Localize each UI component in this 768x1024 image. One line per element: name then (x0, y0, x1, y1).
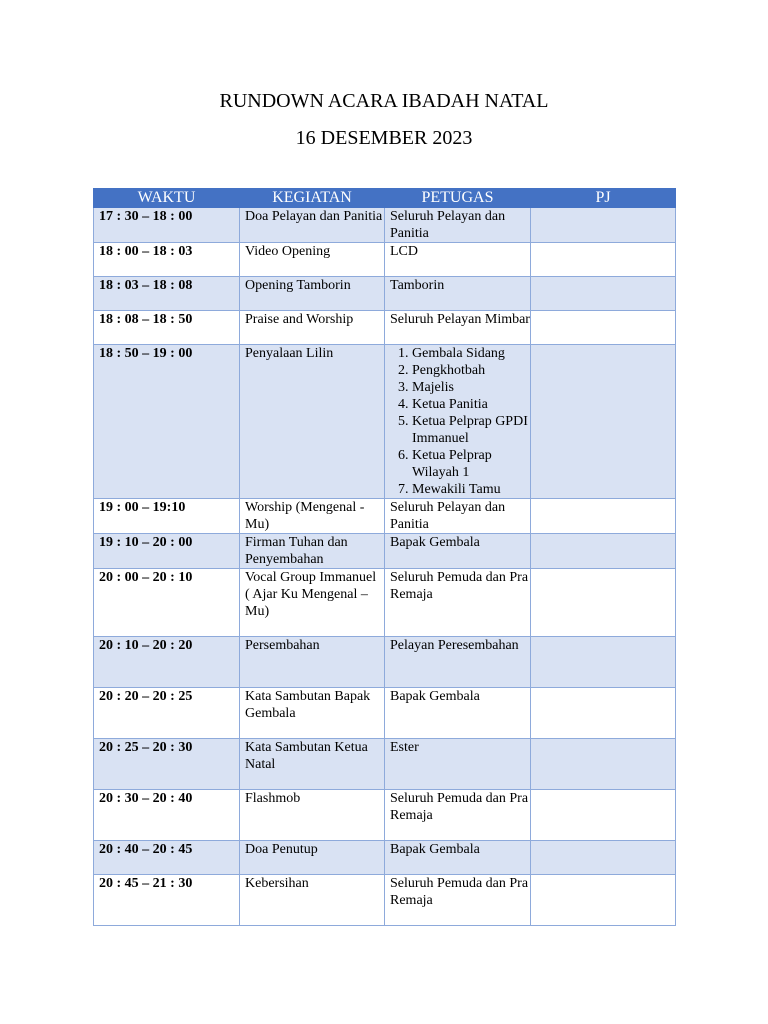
petugas-list (390, 345, 530, 498)
cell-waktu: 18 : 00 – 18 : 03 (94, 243, 240, 277)
cell-kegiatan: Penyalaan Lilin (240, 345, 385, 499)
cell-waktu: 20 : 00 – 20 : 10 (94, 569, 240, 637)
cell-petugas: Bapak Gembala (385, 841, 531, 875)
header-waktu: WAKTU (94, 189, 240, 208)
table-header-row (94, 189, 676, 208)
table-row (94, 688, 676, 739)
table-row (94, 841, 676, 875)
cell-pj (531, 243, 676, 277)
cell-kegiatan: Kata Sambutan Bapak Gembala (240, 688, 385, 739)
list-item: 5. Ketua Pelprap GPDI Immanuel (412, 413, 530, 447)
cell-kegiatan: Firman Tuhan dan Penyembahan (240, 534, 385, 569)
table-row (94, 208, 676, 243)
cell-pj (531, 875, 676, 926)
cell-petugas: Seluruh Pemuda dan Pra Remaja (385, 875, 531, 926)
cell-petugas: Pelayan Peresembahan (385, 637, 531, 688)
table-row (94, 311, 676, 345)
cell-waktu: 20 : 10 – 20 : 20 (94, 637, 240, 688)
table-row (94, 345, 676, 499)
header-kegiatan: KEGIATAN (240, 189, 385, 208)
cell-kegiatan: Kebersihan (240, 875, 385, 926)
cell-waktu: 17 : 30 – 18 : 00 (94, 208, 240, 243)
cell-waktu: 18 : 08 – 18 : 50 (94, 311, 240, 345)
cell-petugas: Seluruh Pelayan dan Panitia (385, 208, 531, 243)
cell-pj (531, 841, 676, 875)
cell-petugas: Seluruh Pelayan Mimbar (385, 311, 531, 345)
cell-kegiatan: Doa Pelayan dan Panitia (240, 208, 385, 243)
rundown-table (93, 188, 676, 926)
list-item: 7. Mewakili Tamu (412, 481, 530, 498)
cell-pj (531, 345, 676, 499)
cell-waktu: 20 : 45 – 21 : 30 (94, 875, 240, 926)
cell-kegiatan: Worship (Mengenal -Mu) (240, 499, 385, 534)
cell-waktu: 18 : 50 – 19 : 00 (94, 345, 240, 499)
cell-kegiatan: Praise and Worship (240, 311, 385, 345)
cell-petugas: LCD (385, 243, 531, 277)
list-item: 4. Ketua Panitia (412, 396, 530, 413)
cell-kegiatan: Kata Sambutan Ketua Natal (240, 739, 385, 790)
cell-waktu: 20 : 30 – 20 : 40 (94, 790, 240, 841)
cell-petugas: Tamborin (385, 277, 531, 311)
table-row (94, 243, 676, 277)
cell-pj (531, 790, 676, 841)
table-row (94, 739, 676, 790)
cell-waktu: 20 : 40 – 20 : 45 (94, 841, 240, 875)
cell-petugas: Seluruh Pemuda dan Pra Remaja (385, 569, 531, 637)
cell-waktu: 20 : 25 – 20 : 30 (94, 739, 240, 790)
cell-pj (531, 277, 676, 311)
cell-petugas: Ester (385, 739, 531, 790)
table-row (94, 569, 676, 637)
cell-petugas: Seluruh Pelayan dan Panitia (385, 499, 531, 534)
cell-waktu: 19 : 10 – 20 : 00 (94, 534, 240, 569)
document-title: RUNDOWN ACARA IBADAH NATAL (219, 90, 549, 112)
cell-kegiatan: Opening Tamborin (240, 277, 385, 311)
table-row (94, 790, 676, 841)
cell-pj (531, 569, 676, 637)
cell-pj (531, 739, 676, 790)
cell-pj (531, 208, 676, 243)
cell-kegiatan: Persembahan (240, 637, 385, 688)
cell-kegiatan: Flashmob (240, 790, 385, 841)
cell-waktu: 19 : 00 – 19:10 (94, 499, 240, 534)
cell-petugas: Bapak Gembala (385, 534, 531, 569)
table-row (94, 637, 676, 688)
cell-pj (531, 688, 676, 739)
list-item: 3. Majelis (412, 379, 530, 396)
cell-pj (531, 311, 676, 345)
cell-waktu: 18 : 03 – 18 : 08 (94, 277, 240, 311)
cell-pj (531, 637, 676, 688)
cell-pj (531, 499, 676, 534)
cell-petugas (385, 345, 531, 499)
cell-kegiatan: Vocal Group Immanuel ( Ajar Ku Mengenal – Mu) (240, 569, 385, 637)
header-petugas: PETUGAS (385, 189, 531, 208)
cell-petugas: Seluruh Pemuda dan Pra Remaja (385, 790, 531, 841)
header-pj: PJ (531, 189, 676, 208)
cell-petugas: Bapak Gembala (385, 688, 531, 739)
table-row (94, 499, 676, 534)
cell-kegiatan: Doa Penutup (240, 841, 385, 875)
document-date: 16 DESEMBER 2023 (295, 127, 473, 149)
cell-waktu: 20 : 20 – 20 : 25 (94, 688, 240, 739)
list-item: 1. Gembala Sidang (412, 345, 530, 362)
list-item: 2. Pengkhotbah (412, 362, 530, 379)
table-row (94, 534, 676, 569)
cell-pj (531, 534, 676, 569)
table-row (94, 875, 676, 926)
list-item: 6. Ketua Pelprap Wilayah 1 (412, 447, 530, 481)
cell-kegiatan: Video Opening (240, 243, 385, 277)
table-row (94, 277, 676, 311)
